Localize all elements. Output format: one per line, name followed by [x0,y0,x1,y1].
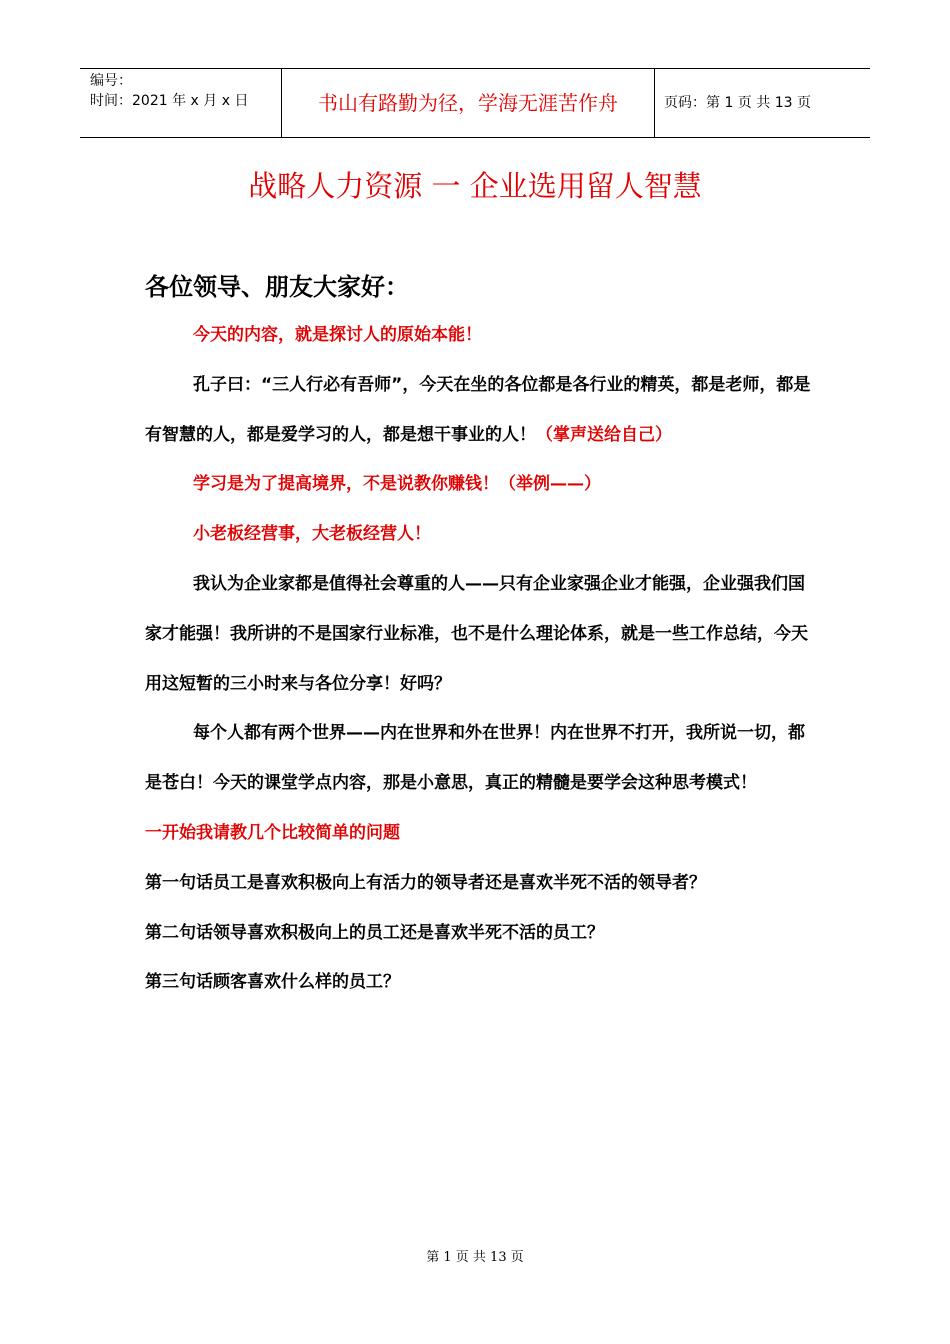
paragraph: 第三句话顾客喜欢什么样的员工？ [145,972,400,993]
code-label: 编号： [90,73,132,89]
greeting: 各位领导、朋友大家好： [145,272,409,301]
document-title: 战略人力资源 一 企业选用留人智慧 [248,169,702,203]
header-motto: 书山有路勤为径，学海无涯苦作舟 [318,91,618,115]
paragraph: 每个人都有两个世界——内在世界和外在世界！内在世界不打开，我所说一切，都是苍白！今天的课堂学点内容，那是小意思，真正的精髓是要学会这种思考模式！ [145,723,805,794]
time-label: 时间：2021 年 x 月 x 日 [90,93,249,109]
paragraph-text: 孔子曰：“三人行必有吾师”，今天在坐的各位都是各行业的精英，都是老师，都是有智慧的人，都是爱学习的人，都是想干事业的人！ [145,374,811,445]
header-divider [654,69,655,137]
paragraph: 第一句话员工是喜欢积极向上有活力的领导者还是喜欢半死不活的领导者？ [145,872,706,893]
header-page-info: 页码：第 1 页 共 13 页 [664,95,811,111]
paragraph [145,361,813,461]
paragraph: 一开始我请教几个比较简单的问题 [145,822,400,843]
paragraph: 第二句话领导喜欢积极向上的员工还是喜欢半死不活的员工？ [145,922,604,943]
header-meta [90,71,280,111]
page-header [80,68,870,138]
paragraph: 今天的内容，就是探讨人的原始本能！ [193,325,482,345]
paragraph: 学习是为了提高境界，不是说教你赚钱！（举例——） [193,474,601,495]
document-body [145,311,813,1008]
page-footer: 第 1 页 共 13 页 [426,1250,524,1265]
paragraph: 小老板经营事，大老板经营人！ [193,524,431,545]
paragraph: 我认为企业家都是值得社会尊重的人——只有企业家强企业才能强，企业强我们国家才能强！我所讲的不是国家行业标准，也不是什么理论体系，就是一些工作总结，今天用这短暂的三小时来与各位分享！好吗？ [145,573,808,694]
paragraph-highlight: （掌声送给自己） [536,424,672,445]
